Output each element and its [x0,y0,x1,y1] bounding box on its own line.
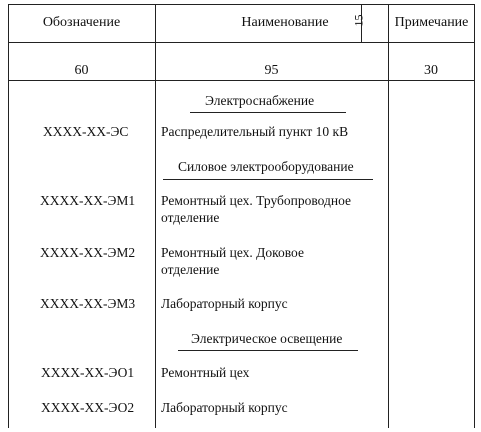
section-title-power-equipment: Силовое электрооборудование [178,159,354,174]
name-cell-continuation: отделение [161,262,220,277]
width-col1: 60 [74,63,89,78]
top-border [8,4,474,5]
header-designation: Обозначение [42,15,121,30]
code-cell: ХХХХ-ХХ-ЭС [43,124,129,139]
section-title-power-supply: Электроснабжение [205,93,315,108]
name-cell-continuation: отделение [161,210,220,225]
right-border [474,4,475,428]
header-bottom-border [8,42,474,43]
widths-row-bottom-border [8,80,474,81]
width-col3: 30 [424,63,438,78]
name-cell: Ремонтный цех [161,365,250,380]
section-underline-power-equipment [163,179,373,180]
header-note: Примечание [394,15,469,30]
code-cell: ХХХХ-ХХ-ЭО2 [41,400,135,415]
name-cell: Лабораторный корпус [161,400,288,415]
width-col2: 95 [264,63,279,78]
section-underline-power-supply [190,112,346,113]
code-cell: ХХХХ-ХХ-ЭО1 [41,365,135,380]
name-cell: Распределительный пункт 10 кВ [161,124,349,139]
dim15-label: 15 [351,14,366,27]
section-underline-lighting [178,350,358,351]
section-title-lighting: Электрическое освещение [191,331,343,346]
code-cell: ХХХХ-ХХ-ЭМ3 [40,296,136,311]
header-name: Наименование [241,15,329,30]
name-cell: Ремонтный цех. Трубопроводное [161,193,352,208]
dim-tick-right [474,60,475,67]
code-cell: ХХХХ-ХХ-ЭМ1 [40,193,136,208]
code-cell: ХХХХ-ХХ-ЭМ2 [40,245,136,260]
name-cell: Ремонтный цех. Доковое [161,245,304,260]
name-cell: Лабораторный корпус [161,296,288,311]
